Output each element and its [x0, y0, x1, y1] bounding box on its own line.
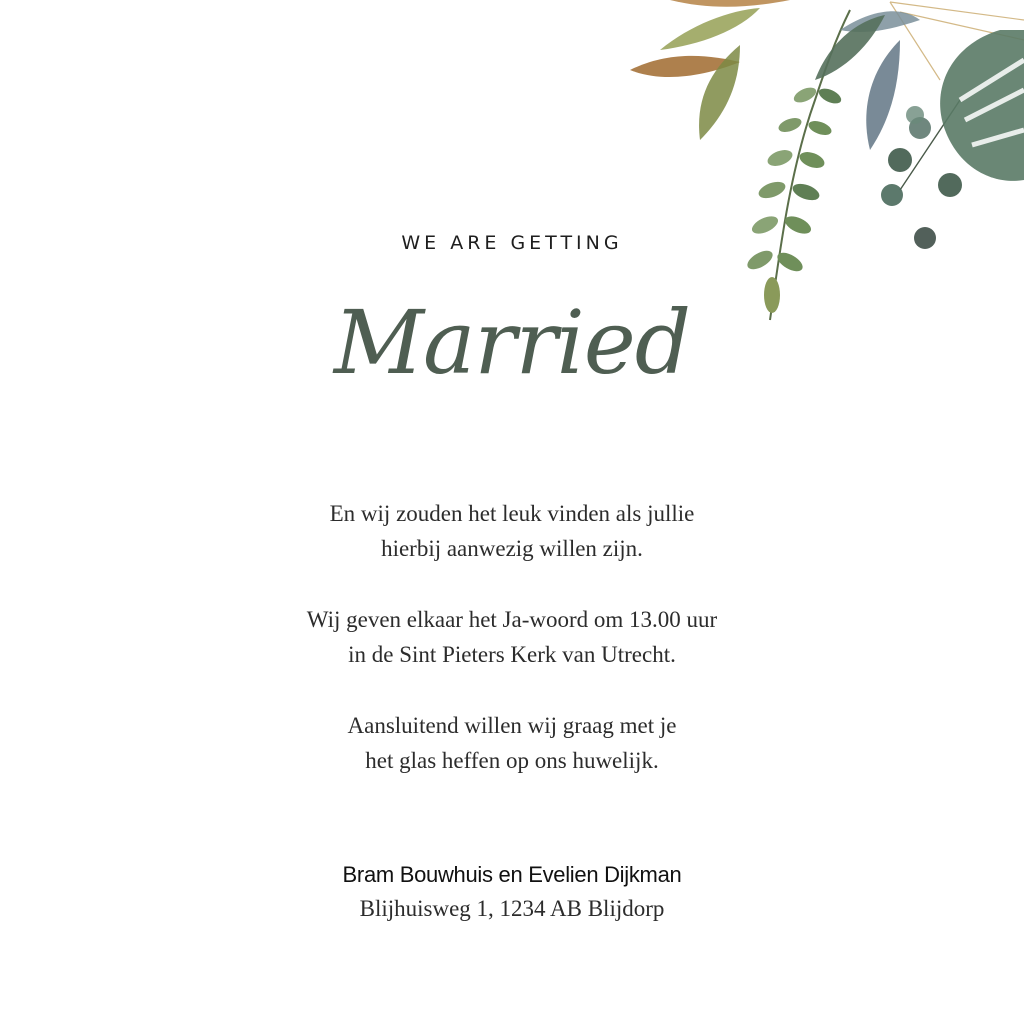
address-line: Blijhuisweg 1, 1234 AB Blijdorp — [359, 896, 665, 921]
paragraph-3 — [0, 708, 1024, 778]
paragraph-1-line-2: hierbij aanwezig willen zijn. — [381, 536, 643, 561]
paragraph-2-line-1: Wij geven elkaar het Ja-woord om 13.00 uur — [306, 607, 718, 632]
kicker-text: WE ARE GETTING — [401, 232, 623, 254]
paragraph-2 — [0, 602, 1024, 672]
paragraph-2-line-2: in de Sint Pieters Kerk van Utrecht. — [348, 642, 676, 667]
couple-names: Bram Bouwhuis en Evelien Dijkman — [342, 862, 682, 887]
paragraph-3-line-2: het glas heffen op ons huwelijk. — [365, 748, 659, 773]
paragraph-3-line-1: Aansluitend willen wij graag met je — [347, 713, 677, 738]
script-title: Married — [333, 291, 691, 394]
paragraph-1-line-1: En wij zouden het leuk vinden als jullie — [329, 501, 695, 526]
invitation-body — [0, 496, 1024, 814]
paragraph-1 — [0, 496, 1024, 566]
